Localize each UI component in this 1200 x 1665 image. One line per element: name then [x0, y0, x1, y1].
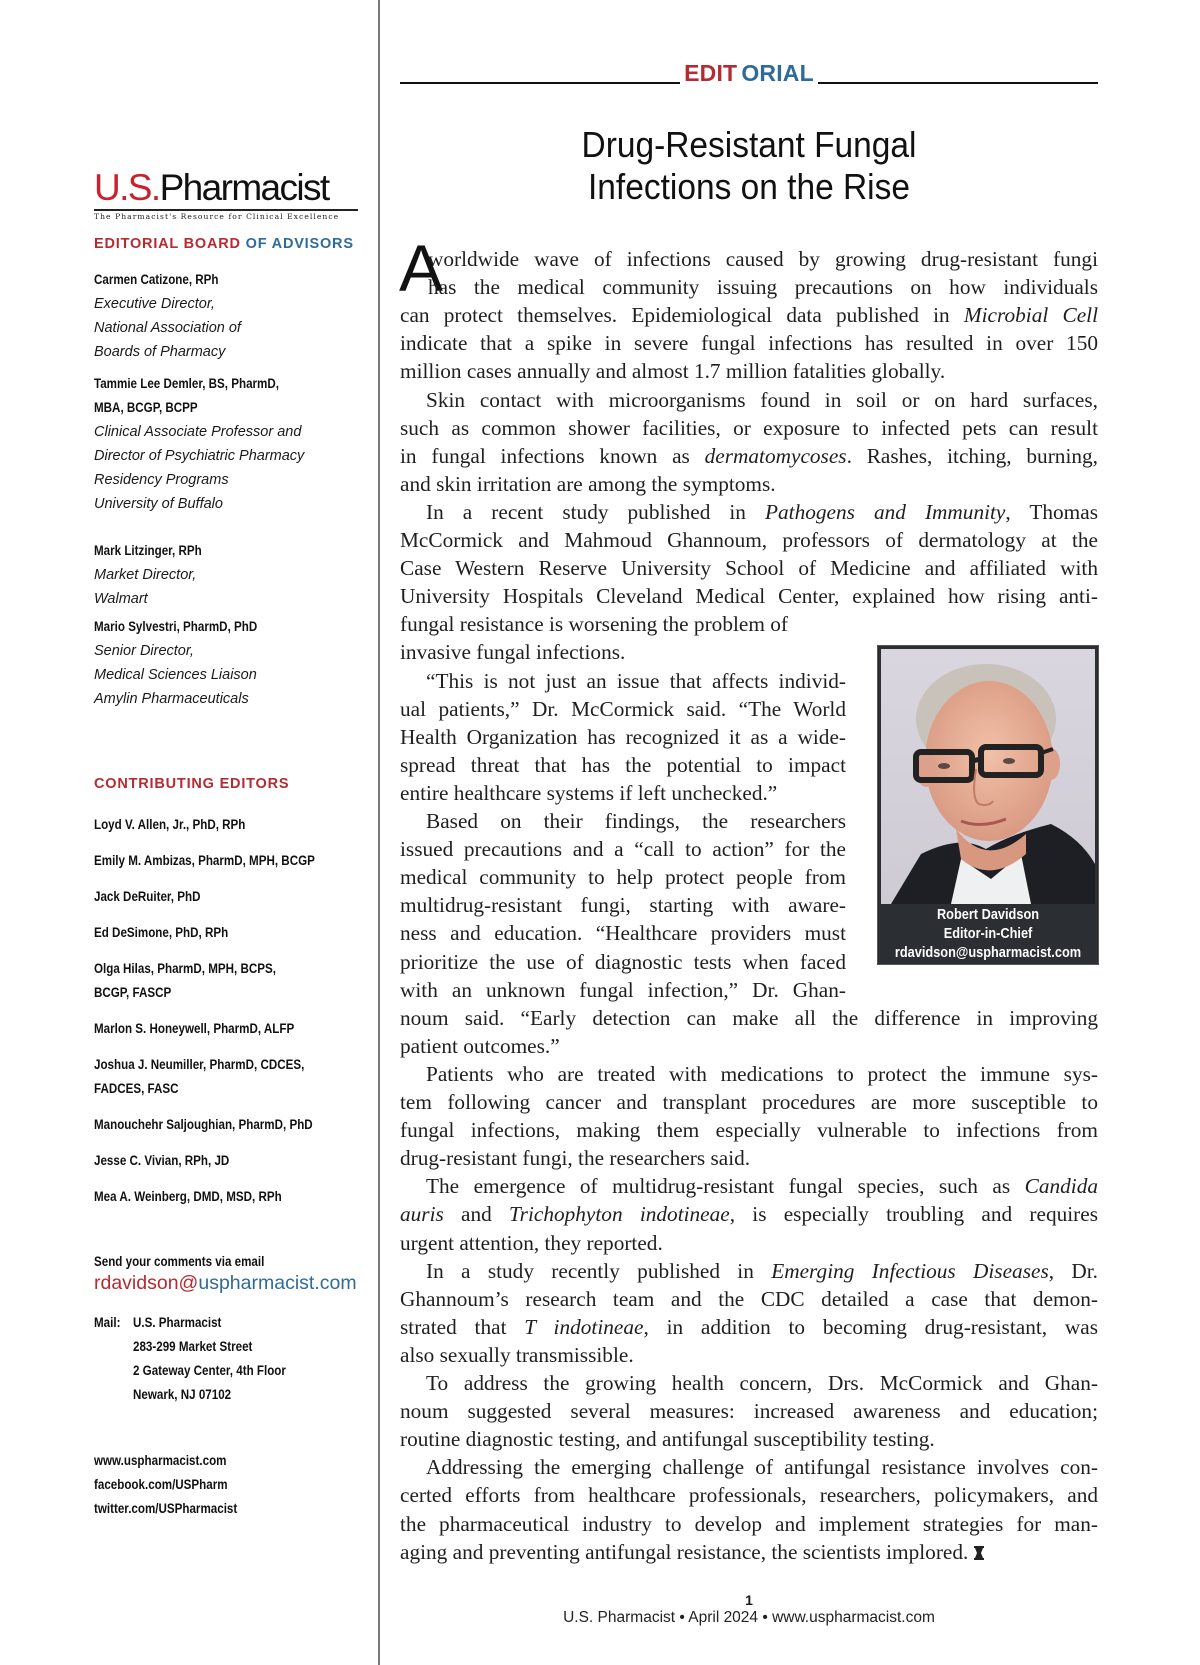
- text-run: ual patients,” Dr. McCormick said. “The World: [400, 696, 846, 721]
- text-run: Patients who are treated with medications to protect the immune sys-: [426, 1061, 1098, 1086]
- us-pharmacist-logo[interactable]: [94, 168, 358, 221]
- board-member-title: Medical Sciences Liaison: [94, 667, 257, 683]
- contributing-editors-heading: CONTRIBUTING EDITORS: [94, 776, 290, 792]
- text-run: medical community to help protect people from: [400, 865, 846, 890]
- editor-portrait: [881, 649, 1095, 904]
- heading-part-blue: OF ADVISORS: [240, 236, 354, 252]
- editor-photo-box: [877, 645, 1099, 965]
- text-run: and skin irritation are among the symptoms.: [400, 471, 776, 496]
- contributor-name: Ed DeSimone, PhD, RPh: [94, 925, 229, 940]
- article-line: [400, 1397, 1098, 1425]
- board-member-title: Senior Director,: [94, 643, 194, 659]
- text-run: million cases annually and almost 1.7 million fatalities globally.: [400, 359, 946, 384]
- mail-address-line: 283-299 Market Street: [133, 1339, 253, 1354]
- board-member-title: University of Buffalo: [94, 496, 223, 512]
- article-line: [426, 386, 1098, 414]
- article-line: [400, 301, 1098, 329]
- website-link[interactable]: www.uspharmacist.com: [94, 1453, 227, 1468]
- contributor-name: FADCES, FASC: [94, 1081, 179, 1096]
- article-line: [400, 695, 846, 723]
- text-run: Case Western Reserve University School of Medicine and affiliated with: [400, 556, 1098, 581]
- article-line: [400, 891, 846, 919]
- text-run: prioritize the use of diagnostic tests when faced: [400, 949, 846, 974]
- article-line: [426, 807, 846, 835]
- text-run: drug-resistant fungi, the researchers said.: [400, 1146, 751, 1171]
- text-run: To address the growing health concern, Drs. McCormick and Ghan-: [426, 1371, 1098, 1395]
- text-run: such as common shower facilities, or exposure to infected pets can result: [400, 415, 1098, 440]
- article-line: [400, 1229, 663, 1257]
- article-line: [400, 442, 1098, 470]
- board-member-title: Executive Director,: [94, 296, 215, 312]
- article-line: [400, 610, 788, 638]
- feedback-email-link[interactable]: [94, 1272, 357, 1295]
- text-run: tem following cancer and transplant procedures are more susceptible to: [400, 1090, 1098, 1114]
- article-line: [400, 470, 776, 498]
- article-line: [400, 1313, 1098, 1341]
- article-line: [400, 1341, 634, 1369]
- facebook-link[interactable]: facebook.com/USPharm: [94, 1477, 228, 1492]
- editor-caption: [878, 906, 1098, 963]
- text-run: noum said. “Early detection can make all the difference in improving: [400, 1005, 1098, 1030]
- board-member-name: MBA, BCGP, BCPP: [94, 400, 198, 415]
- logo-name: Pharmacist: [159, 167, 329, 208]
- article-line: [428, 273, 1098, 301]
- italic-run: Emerging Infectious Diseases: [771, 1258, 1049, 1283]
- text-run: fungal resistance is worsening the problem of: [400, 612, 788, 637]
- logo-rule: [94, 209, 358, 211]
- italic-run: Candida: [1024, 1174, 1098, 1199]
- article-line: [400, 723, 846, 751]
- article-line: [400, 1088, 1098, 1116]
- text-run: in fungal infections known as: [400, 443, 705, 468]
- text-run: also sexually transmissible.: [400, 1342, 634, 1367]
- italic-run: auris: [400, 1202, 444, 1227]
- article-line: [426, 1453, 1098, 1481]
- text-run: Skin contact with microorganisms found in soil or on hard surfaces,: [426, 387, 1098, 412]
- article-title: [424, 124, 1073, 208]
- text-run: Addressing the emerging challenge of antifungal resistance involves con-: [426, 1455, 1098, 1480]
- text-run: In a study recently published in: [426, 1258, 772, 1283]
- contributor-name: Manouchehr Saljoughian, PharmD, PhD: [94, 1117, 313, 1132]
- board-member-title: Director of Psychiatric Pharmacy: [94, 448, 305, 464]
- article-line: [400, 582, 1098, 610]
- article-line: [426, 667, 846, 695]
- article-line: [400, 357, 945, 385]
- article-line: [400, 919, 846, 947]
- text-run: . Rashes, itching, burning,: [846, 443, 1098, 468]
- text-run: noum suggested several measures: increased awareness and education;: [400, 1399, 1098, 1424]
- board-member-title: Residency Programs: [94, 472, 229, 488]
- article-line: [400, 751, 846, 779]
- logo-tagline: The Pharmacist's Resource for Clinical Excellence: [94, 212, 340, 221]
- board-member-name: Mario Sylvestri, PharmD, PhD: [94, 619, 258, 634]
- contributor-name: Marlon S. Honeywell, PharmD, ALFP: [94, 1021, 295, 1036]
- italic-run: dermatomycoses: [704, 443, 847, 468]
- page-number: 1: [745, 1592, 753, 1608]
- board-member-title: Boards of Pharmacy: [94, 344, 226, 360]
- editorial-board-heading: [94, 236, 354, 252]
- text-run: the pharmaceutical industry to develop and implement strategies for man-: [400, 1511, 1098, 1536]
- text-run: McCormick and Mahmoud Ghannoum, professors of dermatology at the: [400, 528, 1098, 552]
- heading-part-red: EDITORIAL BOARD: [94, 236, 241, 252]
- text-run: Ghannoum’s research team and the CDC detailed a case that demon-: [400, 1286, 1098, 1311]
- contributor-name: Joshua J. Neumiller, PharmD, CDCES,: [94, 1057, 305, 1072]
- mail-address-line: U.S. Pharmacist: [133, 1315, 222, 1330]
- text-run: has the medical community issuing precautions on how individuals: [428, 275, 1098, 300]
- article-line: [400, 526, 1098, 554]
- text-run: worldwide wave of infections caused by growing drug-resistant fungi: [428, 247, 1098, 271]
- comments-label: Send your comments via email: [94, 1254, 265, 1269]
- title-line-2: Infections on the Rise: [588, 166, 910, 207]
- text-run: , in addition to becoming drug-resistant, was: [643, 1314, 1098, 1339]
- page-footer: U.S. Pharmacist • April 2024 • www.uspharmacist.com: [563, 1609, 935, 1626]
- contributor-name: Loyd V. Allen, Jr., PhD, RPh: [94, 817, 246, 832]
- text-run: ness and education. “Healthcare providers must: [400, 921, 846, 946]
- editor-name: Robert Davidson: [936, 907, 1040, 923]
- article-line: [400, 638, 625, 666]
- email-domain: uspharmacist.com: [198, 1272, 357, 1294]
- text-run: strated that: [400, 1314, 525, 1339]
- kicker-blue: ORIAL: [741, 60, 814, 86]
- article-line: [400, 1032, 560, 1060]
- article-line: [400, 863, 846, 891]
- text-run: patient outcomes.”: [400, 1033, 560, 1058]
- article-line: [426, 1060, 1098, 1088]
- article-line: [400, 948, 846, 976]
- article-line: [400, 1200, 1098, 1228]
- article-line: [426, 1172, 1098, 1200]
- text-run: multidrug-resistant fungi, starting with aware-: [400, 893, 846, 918]
- text-run: can protect themselves. Epidemiological data published in: [400, 303, 964, 328]
- column-divider: [378, 0, 380, 1665]
- text-run: issued precautions and a “call to action” for the: [400, 837, 846, 862]
- board-member-title: Market Director,: [94, 567, 197, 583]
- text-run: invasive fungal infections.: [400, 640, 626, 665]
- contributor-name: Jack DeRuiter, PhD: [94, 889, 201, 904]
- article-line: [400, 1481, 1098, 1509]
- text-run: University Hospitals Cleveland Medical Center, explained how rising anti-: [400, 584, 1098, 609]
- drop-cap: A: [399, 231, 444, 305]
- article-line: [400, 976, 846, 1004]
- article-line: [400, 414, 1098, 442]
- text-run: Based on their findings, the researchers: [426, 809, 846, 833]
- contributor-name: BCGP, FASCP: [94, 985, 172, 1000]
- italic-run: Microbial Cell: [963, 303, 1098, 328]
- board-member-title: Walmart: [94, 591, 148, 607]
- mail-address-line: 2 Gateway Center, 4th Floor: [133, 1363, 286, 1378]
- contributor-name: Jesse C. Vivian, RPh, JD: [94, 1153, 230, 1168]
- article-line: [400, 1116, 1098, 1144]
- board-member-title: National Association of: [94, 320, 241, 336]
- twitter-link[interactable]: twitter.com/USPharmacist: [94, 1501, 238, 1516]
- text-run: , Thomas: [1005, 499, 1098, 524]
- contributor-name: Mea A. Weinberg, DMD, MSD, RPh: [94, 1189, 282, 1204]
- title-line-1: Drug-Resistant Fungal: [581, 124, 917, 165]
- logo-us: U.S.: [94, 167, 160, 208]
- text-run: indicate that a spike in severe fungal infections has resulted in over 150: [400, 331, 1098, 356]
- text-run: entire healthcare systems if left unchecked.”: [400, 780, 778, 805]
- text-run: aging and preventing antifungal resistance, the scientists implored.: [400, 1539, 969, 1564]
- article-line: [400, 1004, 1098, 1032]
- text-run: spread threat that has the potential to impact: [400, 752, 846, 777]
- text-run: In a recent study published in: [426, 499, 765, 524]
- editor-email-link[interactable]: rdavidson@uspharmacist.com: [894, 945, 1082, 961]
- editor-title: Editor-in-Chief: [943, 926, 1033, 942]
- italic-run: Trichophyton indotineae: [509, 1202, 730, 1227]
- article-line: [400, 554, 1098, 582]
- article-line: [400, 1285, 1098, 1313]
- email-user: rdavidson@: [94, 1272, 199, 1294]
- article-line: [428, 245, 1098, 273]
- article-line: [400, 835, 846, 863]
- article-line: [400, 1510, 1098, 1538]
- article-line: [426, 498, 1098, 526]
- article-line: [400, 1425, 935, 1453]
- article-line: [400, 1144, 750, 1172]
- article-line: [400, 329, 1098, 357]
- article-line: [400, 779, 777, 807]
- rx-mortar-icon: [974, 1539, 984, 1553]
- mail-address-line: Newark, NJ 07102: [133, 1387, 232, 1402]
- kicker-red: EDIT: [684, 60, 738, 86]
- article-line: [426, 1257, 1098, 1285]
- mail-label: Mail:: [94, 1315, 121, 1330]
- board-member-title: Amylin Pharmaceuticals: [94, 691, 249, 707]
- text-run: with an unknown fungal infection,” Dr. Ghan-: [400, 977, 846, 1002]
- article-line: [400, 1538, 984, 1566]
- board-member-name: Mark Litzinger, RPh: [94, 543, 202, 558]
- contributor-name: Olga Hilas, PharmD, MPH, BCPS,: [94, 961, 276, 976]
- text-run: , Dr.: [1048, 1258, 1098, 1283]
- board-member-title: Clinical Associate Professor and: [94, 424, 302, 440]
- board-member-name: Tammie Lee Demler, BS, PharmD,: [94, 376, 279, 391]
- text-run: Health Organization has recognized it as a wide-: [400, 724, 846, 749]
- italic-run: Pathogens and Immunity: [765, 499, 1006, 524]
- text-run: , is especially troubling and requires: [729, 1202, 1098, 1227]
- text-run: routine diagnostic testing, and antifungal susceptibility testing.: [400, 1427, 935, 1452]
- text-run: certed efforts from healthcare professionals, researchers, policymakers, and: [400, 1483, 1098, 1508]
- board-member-name: Carmen Catizone, RPh: [94, 272, 219, 287]
- text-run: urgent attention, they reported.: [400, 1230, 663, 1255]
- text-run: The emergence of multidrug-resistant fungal species, such as: [426, 1174, 1025, 1199]
- contributor-name: Emily M. Ambizas, PharmD, MPH, BCGP: [94, 853, 315, 868]
- text-run: “This is not just an issue that affects individ-: [426, 668, 846, 693]
- section-kicker: [400, 60, 1098, 86]
- text-run: and: [443, 1202, 510, 1227]
- text-run: fungal infections, making them especially vulnerable to infections from: [400, 1118, 1098, 1143]
- article-line: [426, 1369, 1098, 1397]
- italic-run: T indotineae: [524, 1314, 644, 1339]
